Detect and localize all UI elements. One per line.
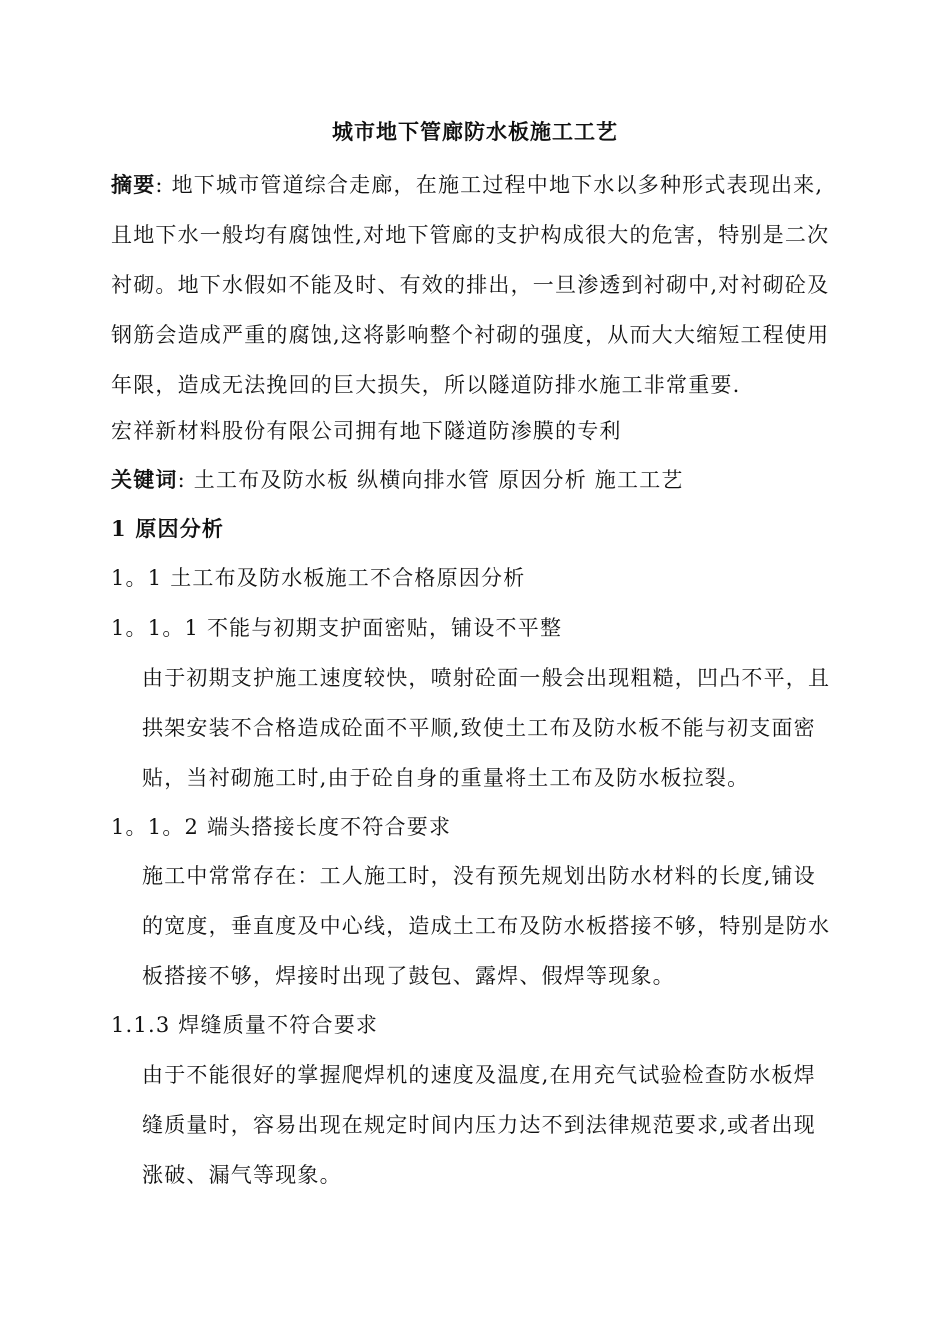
item-1-1-3-line-1: 由于不能很好的掌握爬焊机的速度及温度,在用充气试验检查防水板焊 [142,1063,816,1087]
abstract-line-1 [111,160,833,210]
abstract-text-1: 地下城市管道综合走廊，在施工过程中地下水以多种形式表现出来, [163,173,824,197]
item-1-1-3-line-3: 涨破、漏气等现象。 [142,1163,342,1187]
keywords-label: 关键词 [111,467,178,492]
item-1-1-2-body [142,851,834,1001]
item-1-1-2-line-2: 的宽度，垂直度及中心线，造成土工布及防水板搭接不够，特别是防水 [142,914,831,938]
item-1-1-1-line-3: 贴，当衬砌施工时,由于砼自身的重量将土工布及防水板拉裂。 [142,766,750,790]
item-1-1-3-body [142,1050,834,1200]
item-1-1-1-line-1: 由于初期支护施工速度较快，喷射砼面一般会出现粗糙，凹凸不平，且 [142,666,831,690]
document-title: 城市地下管廊防水板施工工艺 [332,119,618,144]
abstract-line-4: 钢筋会造成严重的腐蚀,这将影响整个衬砌的强度，从而大大缩短工程使用 [111,323,830,347]
item-1-1-3-heading: 1.1.3 焊缝质量不符合要求 [111,1013,379,1037]
item-1-1-1-line-2: 拱架安装不合格造成砼面不平顺,致使土工布及防水板不能与初支面密 [142,716,816,740]
abstract-label: 摘要 [111,172,156,197]
abstract-line-5: 年限，造成无法挽回的巨大损失，所以隧道防排水施工非常重要. [111,373,741,397]
item-1-1-1-heading: 1。1。1 不能与初期支护面密贴，铺设不平整 [111,616,563,640]
abstract-label-separator: : [155,173,164,197]
company-line: 宏祥新材料股份有限公司拥有地下隧道防渗膜的专利 [111,419,622,443]
item-1-1-1-body [142,653,834,803]
abstract-paragraph [111,160,833,410]
keywords-separator: : [177,468,186,492]
keywords-line [111,455,833,505]
item-1-1-2-line-1: 施工中常常存在：工人施工时，没有预先规划出防水材料的长度,铺设 [142,864,816,888]
abstract-line-2: 且地下水一般均有腐蚀性,对地下管廊的支护构成很大的危害，特别是二次 [111,223,830,247]
keywords-text: 土工布及防水板 纵横向排水管 原因分析 施工工艺 [185,468,684,492]
item-1-1-3-line-2: 缝质量时，容易出现在规定时间内压力达不到法律规范要求,或者出现 [142,1113,816,1137]
item-1-1-2-heading: 1。1。2 端头搭接长度不符合要求 [111,815,452,839]
abstract-line-3: 衬砌。地下水假如不能及时、有效的排出，一旦渗透到衬砌中,对衬砌砼及 [111,273,830,297]
section-1-heading: 1 原因分析 [111,516,225,541]
subsection-1-1-heading: 1。1 土工布及防水板施工不合格原因分析 [111,566,526,590]
item-1-1-2-line-3: 板搭接不够，焊接时出现了鼓包、露焊、假焊等现象。 [142,964,675,988]
